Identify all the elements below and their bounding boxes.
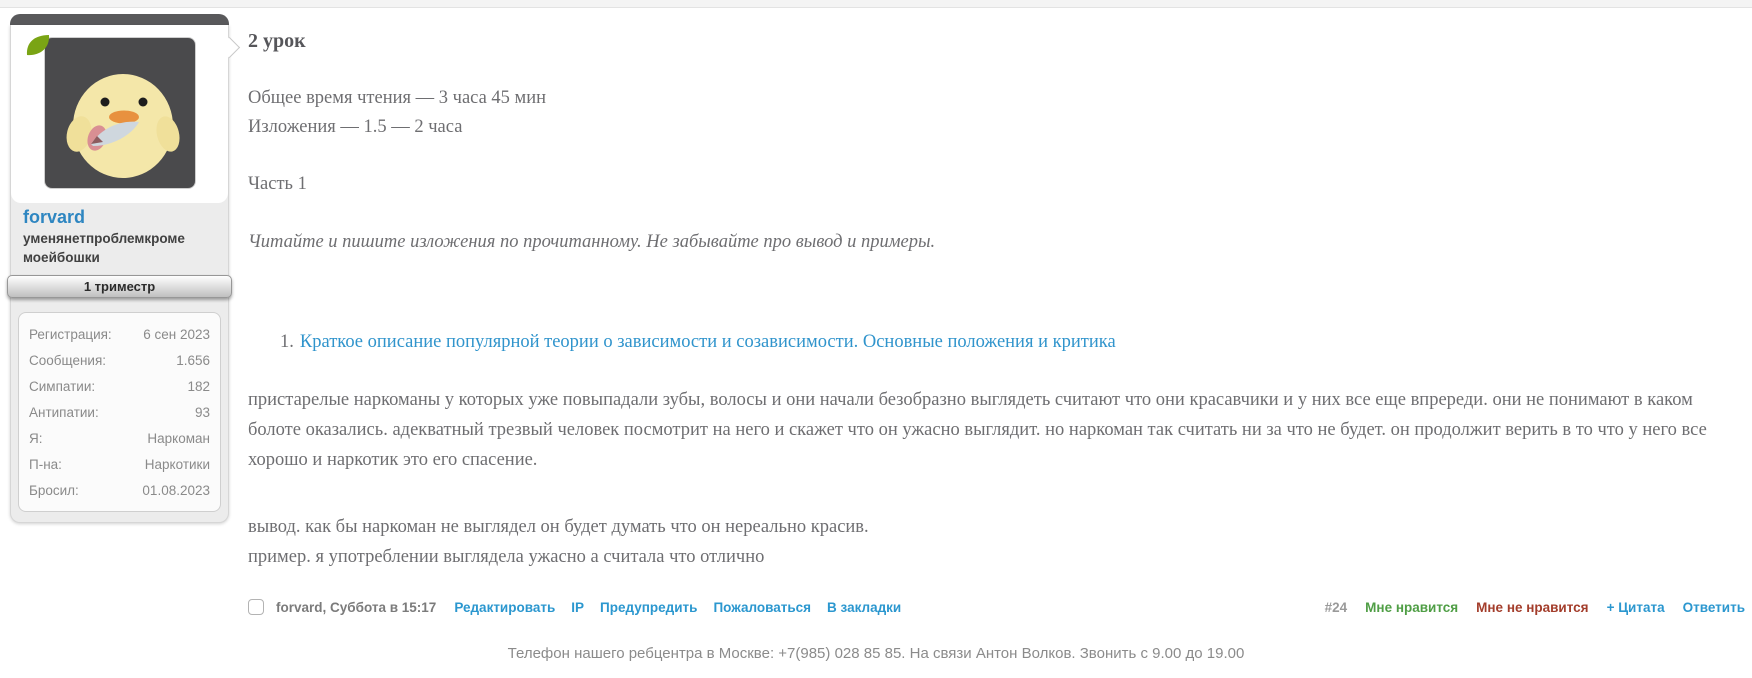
post-conclusion: вывод. как бы наркоман не выглядел он будет думать что он нереально красив. <box>248 517 869 537</box>
stat-label: Антипатии: <box>29 404 99 420</box>
reply-link[interactable]: Ответить <box>1682 599 1745 615</box>
quote-link[interactable]: + Цитата <box>1606 599 1665 615</box>
warn-link[interactable]: Предупредить <box>600 599 698 615</box>
edit-link[interactable]: Редактировать <box>454 599 556 615</box>
list-number: 1. <box>280 332 294 352</box>
post-essay-time: Изложения — 1.5 — 2 часа <box>248 117 463 137</box>
post-part-heading: Часть 1 <box>248 174 307 194</box>
stat-label: Бросил: <box>29 482 79 498</box>
like-link[interactable]: Мне нравится <box>1365 599 1459 615</box>
stat-value: 01.08.2023 <box>142 482 210 498</box>
avatar-section <box>11 25 228 203</box>
post-number: #24 <box>1324 599 1348 615</box>
panel-body <box>10 25 229 523</box>
stat-row-substance <box>29 451 210 477</box>
stat-value: 93 <box>194 404 210 420</box>
stat-value: Наркоман <box>147 430 210 446</box>
stat-value: 6 сен 2023 <box>143 326 210 342</box>
stat-label: Сообщения: <box>29 352 107 368</box>
stat-value: 182 <box>187 378 210 394</box>
article-link[interactable]: Краткое описание популярной теории о зависимости и созависимости. Основные положения и критика <box>299 332 1116 352</box>
post-author-date: forvard, Суббота в 15:17 <box>276 599 437 615</box>
stat-label: Симпатии: <box>29 378 96 394</box>
online-status-leaf-icon <box>25 33 51 57</box>
username-link[interactable]: forvard <box>23 207 86 227</box>
stat-label: Я: <box>29 430 43 446</box>
avatar[interactable] <box>44 37 196 189</box>
ip-link[interactable]: IP <box>571 599 585 615</box>
footer-actions-right <box>1325 600 1745 615</box>
post-title: 2 урок <box>248 30 306 52</box>
bookmark-link[interactable]: В закладки <box>827 599 902 615</box>
post-example: пример. я употреблении выглядела ужасно а считала что отлично <box>248 547 765 567</box>
stat-row-i-am <box>29 425 210 451</box>
post-reading-time: Общее время чтения — 3 часа 45 мин <box>248 88 547 108</box>
report-link[interactable]: Пожаловаться <box>713 599 812 615</box>
user-info-panel <box>10 14 229 523</box>
stat-row-dislikes <box>29 399 210 425</box>
stat-row-likes <box>29 373 210 399</box>
user-custom-title: уменянетпроблемкроме моейбошки <box>23 231 185 265</box>
user-stats-card <box>18 312 221 512</box>
page-top-divider <box>0 0 1752 8</box>
stat-label: П-на: <box>29 456 62 472</box>
post-list-item <box>280 332 1116 353</box>
stat-label: Регистрация: <box>29 326 112 342</box>
select-post-checkbox[interactable] <box>248 599 264 615</box>
stat-row-registration <box>29 321 210 347</box>
post-instruction: Читайте и пишите изложения по прочитанному. Не забывайте про вывод и примеры. <box>248 232 936 252</box>
post-footer-bar <box>248 596 1745 618</box>
dislike-link[interactable]: Мне не нравится <box>1476 599 1589 615</box>
panel-top-bar <box>10 14 229 25</box>
post-paragraph: пристарелые наркоманы у которых уже повыпадали зубы, волосы и они начали безобразно выглядеть считают что они красавчики и у них все еще впререди. они не понимают в каком болоте оказались. адекватный трезвый человек посмотрит на него и скажет что он ужасно выглядит. но наркоман так считать ни за что не будет. он продолжит верить в то что у него все хорошо и наркотик это его спасение. <box>248 390 1707 470</box>
stat-value: Наркотики <box>144 456 210 472</box>
signature-text: Телефон нашего ребцентра в Москве: +7(985) 028 85 85. На связи Антон Волков. Звонить с 9.00 до 19.00 <box>507 645 1245 662</box>
stat-value: 1.656 <box>176 352 210 368</box>
stat-row-quit-date <box>29 477 210 503</box>
stat-row-messages <box>29 347 210 373</box>
user-group-banner: 1 триместр <box>7 275 232 298</box>
